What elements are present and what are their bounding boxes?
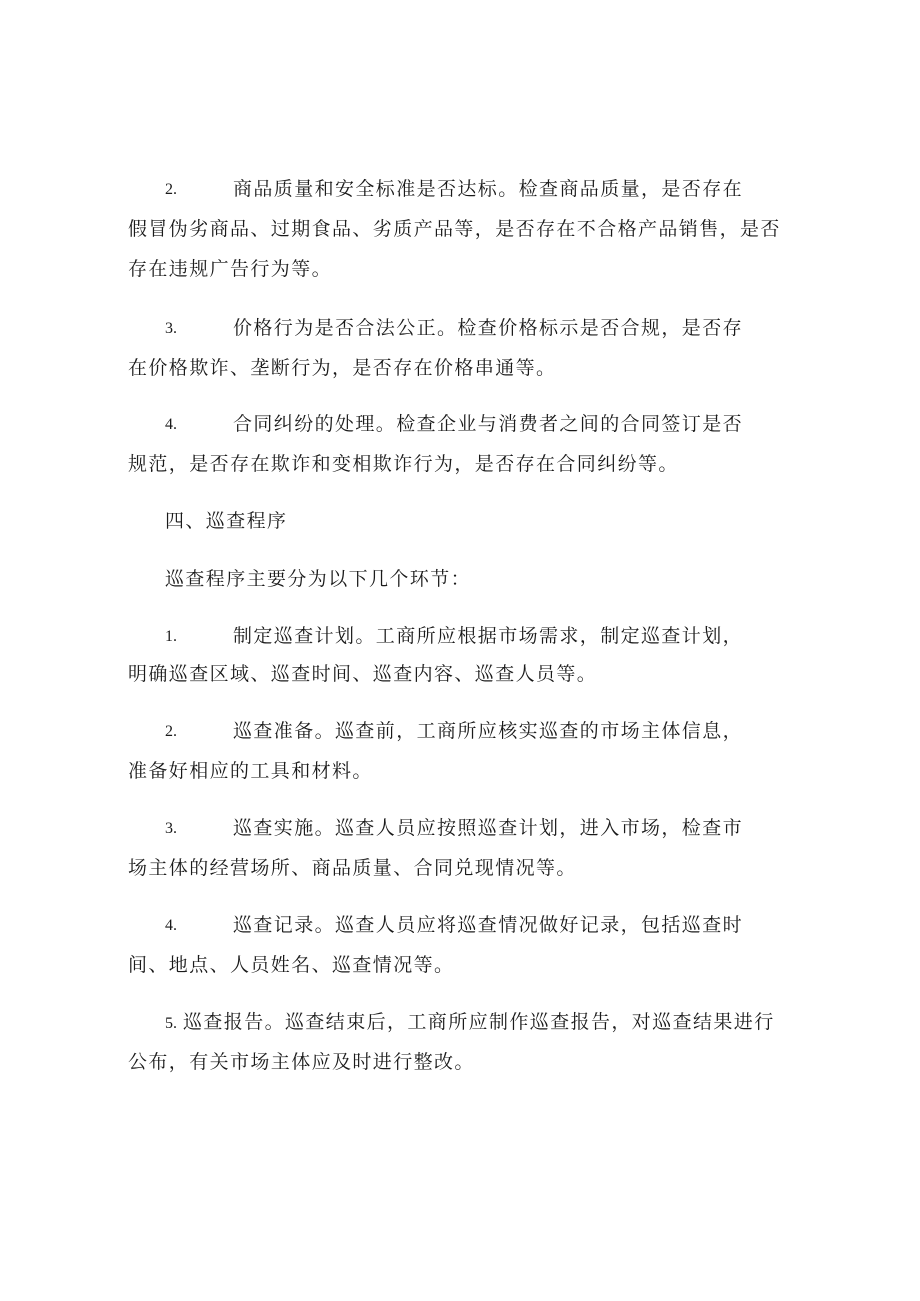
- section-heading: 四、巡查程序: [165, 510, 288, 532]
- paragraph-line: 巡查准备。巡查前，工商所应核实巡查的市场主体信息，: [233, 720, 744, 742]
- item-number: 5.: [165, 1015, 177, 1032]
- item-number: 4.: [165, 416, 177, 433]
- paragraph-line: 存在违规广告行为等。: [128, 258, 333, 280]
- paragraph-text: 巡查报告。巡查结束后，工商所应制作巡查报告，对巡查结果进行: [183, 1011, 775, 1033]
- item-number: 2.: [165, 181, 177, 198]
- paragraph-line: 合同纠纷的处理。检查企业与消费者之间的合同签订是否: [233, 413, 744, 435]
- paragraph-line: [165, 1011, 775, 1035]
- paragraph-line: 公布，有关市场主体应及时进行整改。: [128, 1051, 475, 1073]
- paragraph-line: 商品质量和安全标准是否达标。检查商品质量，是否存在: [233, 178, 744, 200]
- paragraph-line: 准备好相应的工具和材料。: [128, 760, 373, 782]
- paragraph-line: 场主体的经营场所、商品质量、合同兑现情况等。: [128, 857, 577, 879]
- item-number: 2.: [165, 723, 177, 740]
- item-number: 3.: [165, 820, 177, 837]
- paragraph-line: 巡查实施。巡查人员应按照巡查计划，进入市场，检查市: [233, 817, 744, 839]
- paragraph-line: 在价格欺诈、垄断行为，是否存在价格串通等。: [128, 357, 557, 379]
- paragraph-line: 假冒伪劣商品、过期食品、劣质产品等，是否存在不合格产品销售，是否: [128, 218, 781, 240]
- paragraph-line: 明确巡查区域、巡查时间、巡查内容、巡查人员等。: [128, 663, 598, 685]
- paragraph-line: 巡查记录。巡查人员应将巡查情况做好记录，包括巡查时: [233, 914, 744, 936]
- paragraph-line: 制定巡查计划。工商所应根据市场需求，制定巡查计划，: [233, 625, 744, 647]
- item-number: 3.: [165, 320, 177, 337]
- paragraph-line: 规范，是否存在欺诈和变相欺诈行为，是否存在合同纠纷等。: [128, 453, 679, 475]
- item-number: 1.: [165, 628, 177, 645]
- item-number: 4.: [165, 917, 177, 934]
- section-intro: 巡查程序主要分为以下几个环节：: [165, 568, 472, 590]
- paragraph-line: 价格行为是否合法公正。检查价格标示是否合规，是否存: [233, 317, 744, 339]
- paragraph-line: 间、地点、人员姓名、巡查情况等。: [128, 954, 455, 976]
